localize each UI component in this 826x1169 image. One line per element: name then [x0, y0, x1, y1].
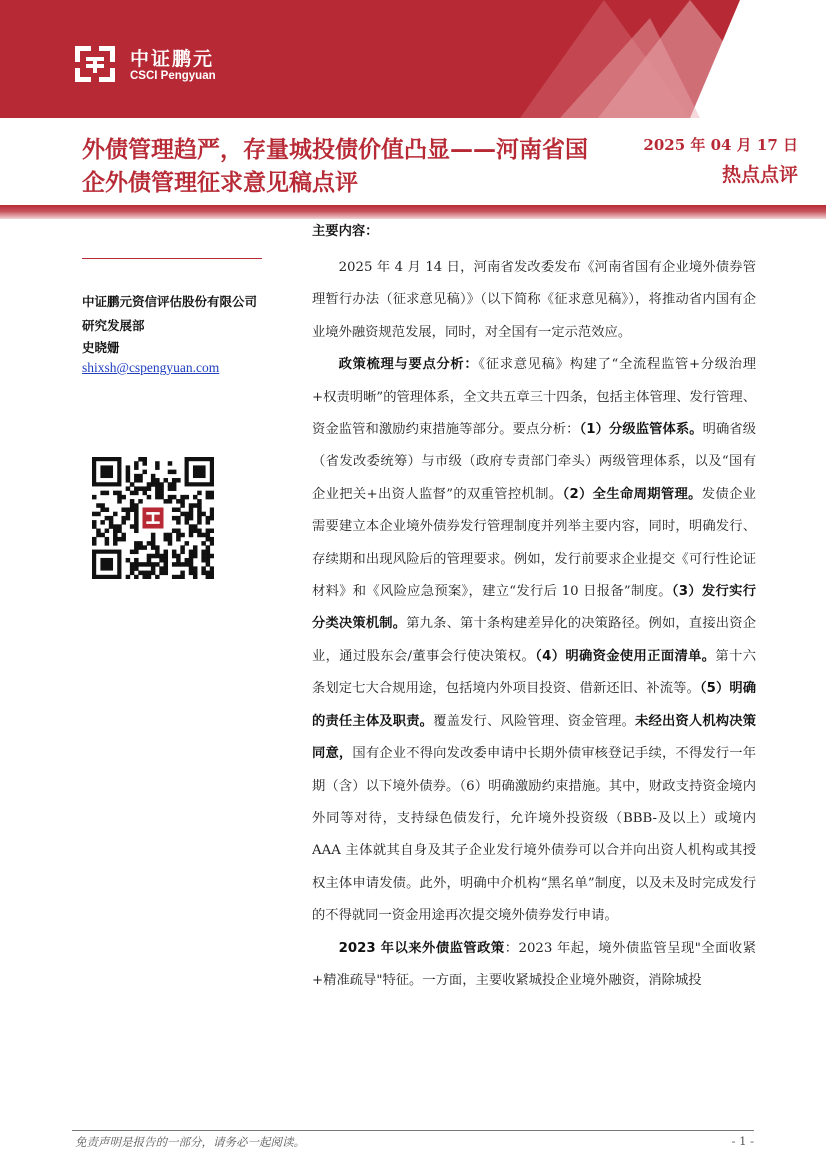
- header-banner: [0, 0, 826, 118]
- author-email-link[interactable]: shixsh@cspengyuan.com: [82, 360, 220, 375]
- intro-paragraph: 2025 年 4 月 14 日，河南省发改委发布《河南省国有企业境外债券管理暂行办法（征求意见稿）》（以下简称《征求意见稿》），将推动省内国有企业境外融资规范发展，同时，对全国有一定示范效应。: [312, 260, 756, 340]
- policy-label: 政策梳理与要点分析：: [338, 357, 479, 373]
- point-5-title: （5）明确的责任主体及职责。: [312, 681, 756, 729]
- qr-code-icon: [92, 457, 214, 579]
- policy-paragraph: 政策梳理与要点分析：《征求意见稿》构建了“全流程监管+分级治理+权责明晰”的管理体系，全文共五章三十四条，包括主体管理、发行管理、资金监管和激励约束措施等部分。要点分析：（1）分级监管体系。明确省级（省发改委统筹）与市级（政府专责部门牵头）两级管理体系，以及“国有企业把关+出资人监督”的双重管控机制。（2）全生命周期管理。发债企业需要建立本企业境外债券发行管理制度并列举主要内容，同时，明确发行、存续期和出现风险后的管理要求。例如，发行前要求企业提交《可行性论证材料》和《风险应急预案》，建立“发行后 10 日报备”制度。（3）发行实行分类决策机制。第九条、第十条构建差异化的决策路径。例如，直接出资企业，通过股东会/董事会行使决策权。（4）明确资金使用正面清单。第十六条划定七大合规用途，包括境内外项目投资、借新还旧、补流等。（5）明确的责任主体及职责。覆盖发行、风险管理、资金管理。未经出资人机构决策同意，国有企业不得向发改委申请中长期外债审核登记手续，不得发行一年期（含）以下境外债券。（6）明确激励约束措施。其中，财政支持资金境内外同等对待，支持绿色债发行，允许境外投资级（BBB-及以上）或境内 AAA 主体就其自身及其子企业发行境外债券可以合并向出资人机构或其授权主体申请发债。此外，明确中介机构“黑名单”制度，以及未及时完成发行的不得就同一资金用途再次提交境外债券发行申请。: [312, 357, 757, 924]
- since-2023-paragraph: 2023 年以来外债监管政策：2023 年起，境外债监管呈现"全面收紧+精准疏导"特征。一方面，主要收紧城投企业境外融资，消除城投: [312, 940, 757, 988]
- author-company: 中证鹏元资信评估股份有限公司: [82, 294, 258, 309]
- csci-pengyuan-logo-icon: [73, 42, 117, 86]
- header-triangle-decoration: [0, 0, 826, 118]
- main-heading: 主要内容：: [312, 224, 379, 239]
- point-3-title: （3）发行实行分类决策机制。: [312, 584, 756, 632]
- author-divider: [82, 258, 262, 259]
- author-department: 研究发展部: [82, 318, 145, 333]
- point-1-title: （1）分级监管体系。: [579, 422, 703, 438]
- title-divider: [0, 205, 826, 219]
- point-2-title: （2）全生命周期管理。: [562, 486, 702, 502]
- point-5-emphasis: 未经出资人机构决策同意，: [312, 713, 757, 762]
- since-2023-label: 2023 年以来外债监管政策: [338, 940, 505, 956]
- brand-name-cn: 中证鹏元: [130, 48, 215, 70]
- report-title: 外债管理趋严，存量城投债价值凸显——河南省国企外债管理征求意见稿点评: [82, 137, 588, 196]
- footer-divider: [72, 1130, 754, 1131]
- author-name: 史晓姗: [82, 340, 120, 355]
- report-date: 2025 年 04 月 17 日: [643, 136, 798, 154]
- page-number: - 1 -: [731, 1134, 754, 1148]
- footer-disclaimer: 免责声明是报告的一部分，请务必一起阅读。: [75, 1135, 305, 1149]
- brand-name-en: CSCI Pengyuan: [130, 70, 216, 82]
- report-type: 热点点评: [721, 164, 798, 186]
- point-4-title: （4）明确资金使用正面清单。: [535, 648, 716, 664]
- main-content: [312, 224, 756, 997]
